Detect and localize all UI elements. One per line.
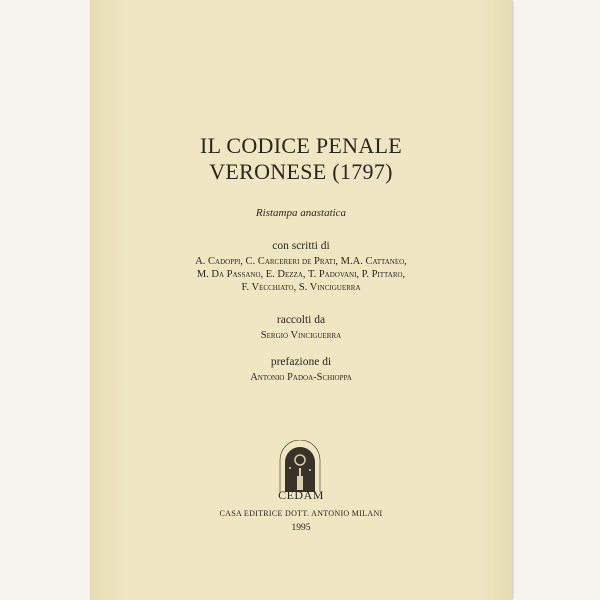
preface-intro: prefazione di	[270, 356, 332, 368]
contributors-line: A. Cadoppi, C. Carcereri de Prati, M.A. Cattaneo,	[195, 256, 407, 267]
title-line-1: IL CODICE PENALE	[200, 133, 402, 158]
subtitle: Ristampa anastatica	[255, 207, 347, 219]
title-line-2: VERONESE (1797)	[209, 159, 393, 184]
preface-author: Antonio Padoa-Schioppa	[250, 372, 352, 383]
contributors-intro: con scritti di	[272, 240, 330, 252]
cedam-wordmark: CEDAM	[278, 488, 324, 502]
cedam-logo-icon	[275, 440, 325, 495]
publication-year: 1995	[291, 523, 311, 533]
publisher-name: CASA EDITRICE DOTT. ANTONIO MILANI	[219, 509, 383, 518]
contributors-line: F. Vecchiato, S. Vinciguerra	[241, 282, 361, 293]
editor-name: Sergio Vinciguerra	[260, 330, 342, 341]
contributors-line: M. Da Passano, E. Dezza, T. Padovani, P. Pittaro,	[196, 269, 406, 280]
editor-intro: raccolti da	[276, 314, 326, 326]
